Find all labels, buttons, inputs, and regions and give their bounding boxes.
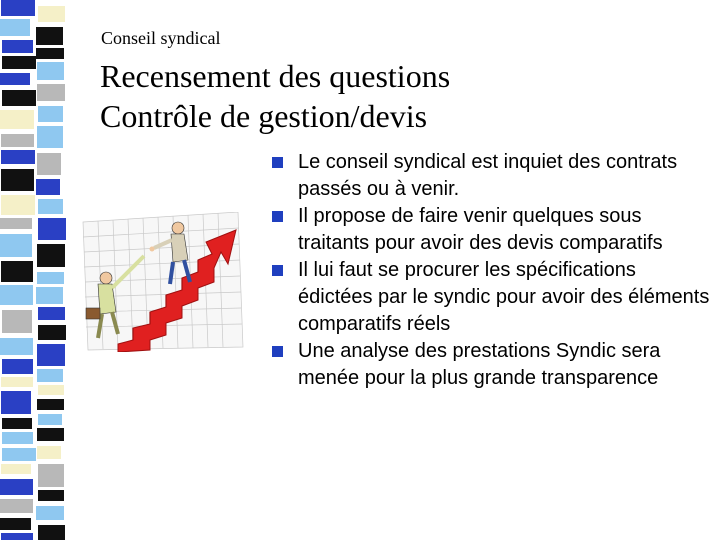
strip-block (1, 0, 35, 16)
strip-block (38, 106, 63, 122)
strip-block (2, 310, 32, 333)
strip-block (2, 432, 33, 444)
strip-block (0, 19, 30, 36)
strip-block (37, 428, 64, 441)
slide-subtitle: Conseil syndical (101, 28, 221, 48)
strip-block (37, 272, 64, 284)
decorative-left-strip (0, 0, 80, 540)
strip-block (37, 126, 63, 148)
strip-block (0, 518, 31, 530)
strip-block (0, 338, 33, 355)
strip-block (38, 6, 65, 22)
strip-block (1, 464, 31, 474)
strip-block (36, 48, 64, 59)
strip-block (2, 359, 33, 374)
strip-block (36, 27, 63, 45)
list-item (272, 149, 712, 203)
strip-block (2, 56, 36, 69)
strip-block (38, 464, 64, 487)
strip-block (38, 385, 64, 395)
strip-block (38, 525, 65, 540)
strip-block (37, 369, 63, 382)
list-item (272, 338, 712, 392)
slide-title-line-2: Contrôle de gestion/devis (100, 98, 428, 134)
strip-block (0, 110, 34, 129)
strip-block (2, 90, 36, 106)
strip-block (0, 234, 32, 257)
strip-block (2, 40, 33, 53)
bullet-text: Il propose de faire venir quelques sous traitants pour avoir des devis comparatifs (298, 205, 663, 254)
strip-block (38, 414, 62, 425)
bullet-text: Une analyse des prestations Syndic sera menée pour la plus grande transparence (298, 340, 661, 389)
square-bullet-icon (272, 346, 283, 357)
strip-block (1, 150, 35, 164)
strip-block (36, 179, 60, 195)
strip-block (38, 218, 66, 240)
strip-block (38, 199, 63, 214)
strip-block (1, 533, 33, 540)
list-item (272, 257, 712, 338)
strip-block (2, 418, 32, 429)
strip-block (0, 479, 33, 495)
staircase-arrow-businessmen-clipart (78, 212, 248, 352)
strip-block (38, 490, 64, 501)
list-item (272, 203, 712, 257)
strip-block (0, 73, 30, 85)
strip-block (2, 448, 36, 461)
strip-block (37, 344, 65, 366)
slide-title (100, 56, 700, 136)
bullet-text: Il lui faut se procurer les spécifications édictées par le syndic pour avoir des éléments comparatifs réels (298, 259, 710, 335)
strip-block (0, 218, 32, 229)
strip-block (0, 285, 33, 305)
square-bullet-icon (272, 211, 283, 222)
strip-block (36, 506, 64, 520)
strip-block (37, 84, 65, 101)
slide-title-line-1: Recensement des questions (100, 58, 451, 94)
strip-block (1, 261, 33, 282)
square-bullet-icon (272, 265, 283, 276)
strip-block (38, 307, 65, 320)
strip-block (0, 499, 33, 513)
strip-block (36, 287, 63, 304)
bullet-list (272, 149, 712, 392)
strip-block (1, 169, 34, 191)
strip-block (37, 244, 65, 267)
square-bullet-icon (272, 157, 283, 168)
strip-block (37, 399, 64, 410)
strip-block (37, 62, 64, 80)
strip-block (37, 446, 61, 459)
strip-block (38, 325, 66, 340)
strip-block (1, 134, 34, 147)
strip-block (1, 391, 31, 414)
strip-block (1, 195, 35, 215)
bullet-text: Le conseil syndical est inquiet des contrats passés ou à venir. (298, 151, 678, 200)
strip-block (37, 153, 61, 175)
strip-block (1, 377, 33, 387)
